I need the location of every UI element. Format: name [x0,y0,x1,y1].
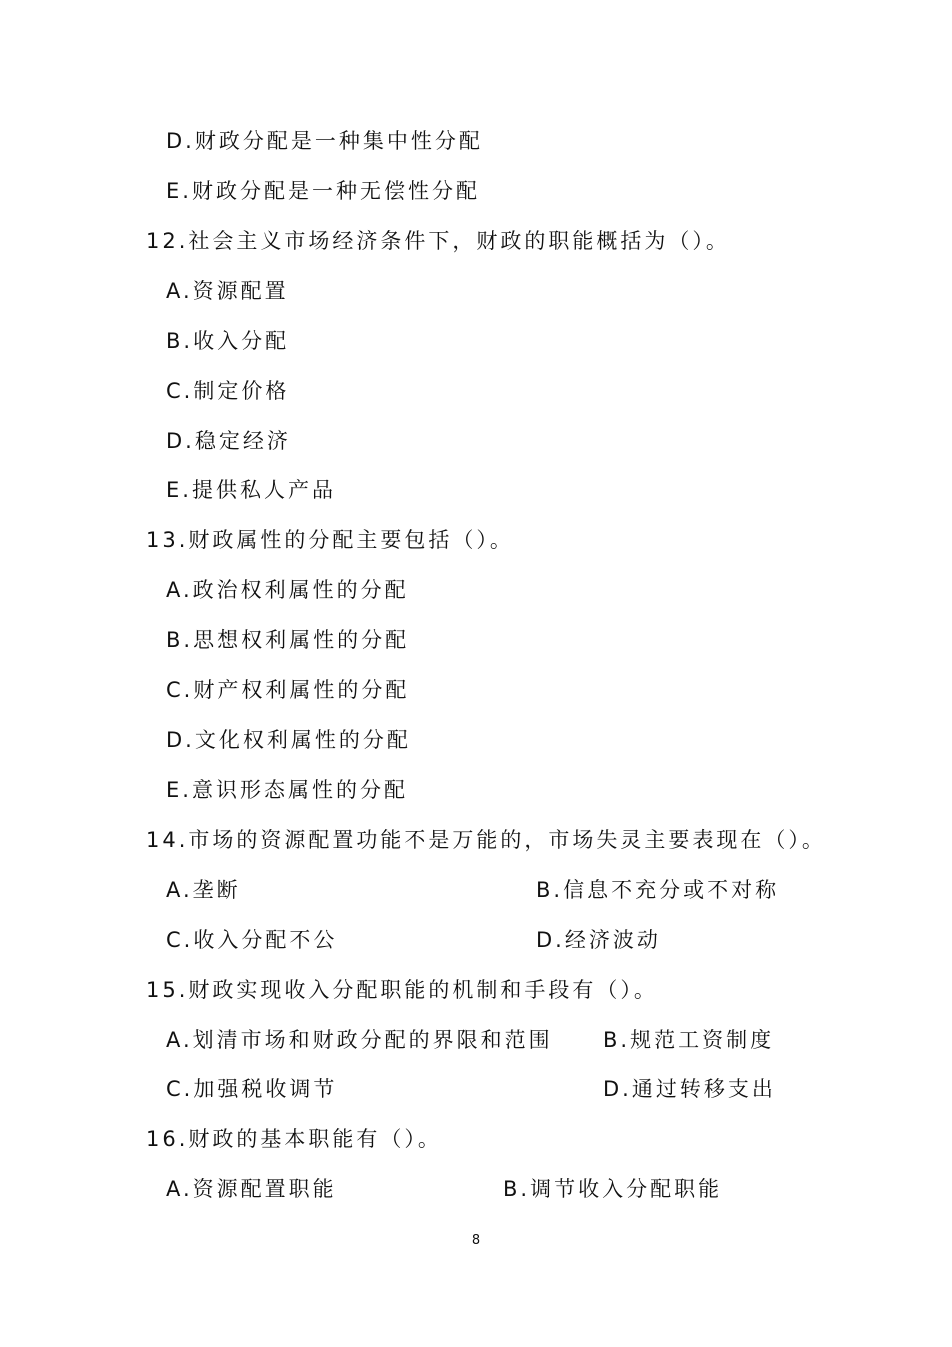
option-13c: C.财产权利属性的分配 [166,678,410,702]
option-12a: A.资源配置 [166,279,289,303]
option-13e: E.意识形态属性的分配 [166,778,408,802]
option-14a: A.垄断 [166,878,241,902]
option-14b: B.信息不充分或不对称 [536,878,780,902]
page-number: 8 [471,1233,481,1248]
option-15b: B.规范工资制度 [603,1028,775,1052]
option-16a: A.资源配置职能 [166,1177,337,1201]
option-16b: B.调节收入分配职能 [503,1177,723,1201]
question-15: 15.财政实现收入分配职能的机制和手段有（）。 [146,978,658,1002]
option-14d: D.经济波动 [536,928,661,952]
option-12d: D.稳定经济 [166,429,291,453]
option-15a: A.划清市场和财政分配的界限和范围 [166,1028,553,1052]
option-13a: A.政治权利属性的分配 [166,578,409,602]
question-13: 13.财政属性的分配主要包括（）。 [146,528,514,552]
option-12c: C.制定价格 [166,379,290,403]
option-13d: D.文化权利属性的分配 [166,728,411,752]
question-14: 14.市场的资源配置功能不是万能的，市场失灵主要表现在（）。 [146,828,826,852]
option-11e: E.财政分配是一种无偿性分配 [166,179,480,203]
option-11d: D.财政分配是一种集中性分配 [166,129,483,153]
option-15c: C.加强税收调节 [166,1077,338,1101]
option-13b: B.思想权利属性的分配 [166,628,410,652]
question-16: 16.财政的基本职能有（）。 [146,1127,442,1151]
option-15d: D.通过转移支出 [603,1077,776,1101]
option-14c: C.收入分配不公 [166,928,338,952]
option-12e: E.提供私人产品 [166,478,336,502]
option-12b: B.收入分配 [166,329,290,353]
question-12: 12.社会主义市场经济条件下，财政的职能概括为（）。 [146,229,730,253]
